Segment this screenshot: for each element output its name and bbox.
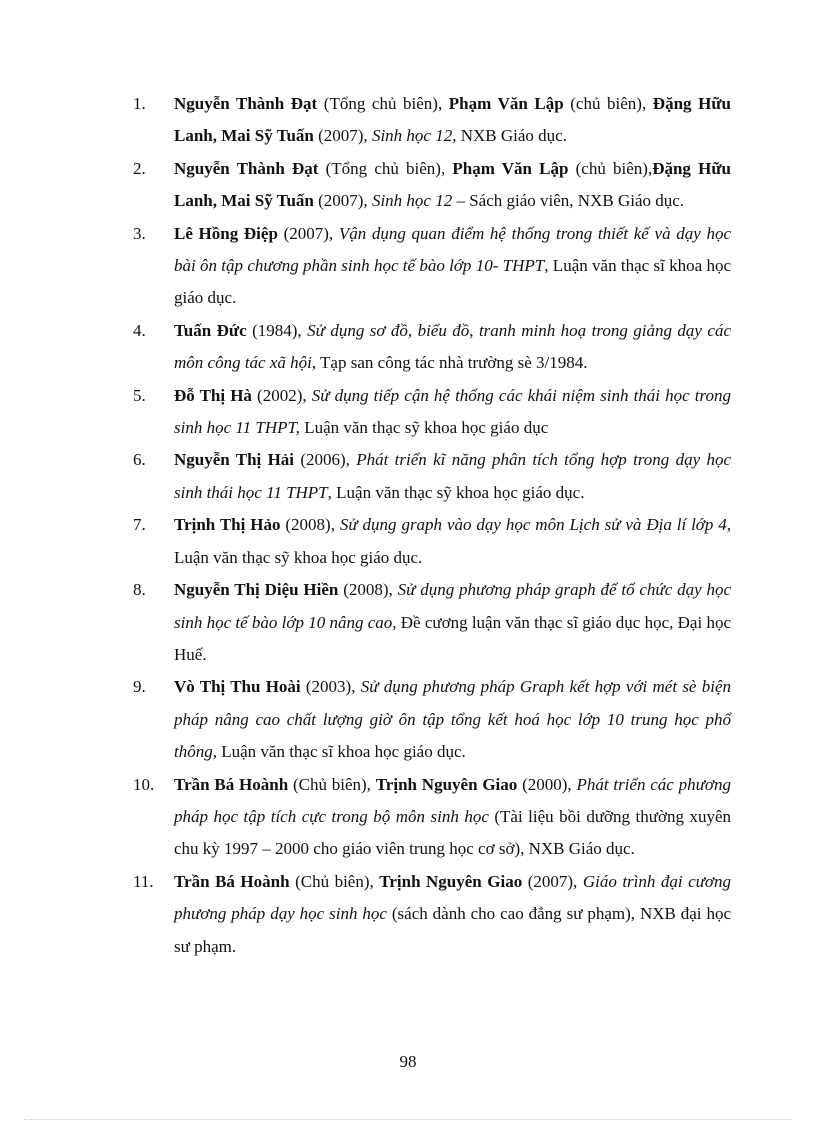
reference-number: 11. <box>133 871 154 891</box>
reference-number: 4. <box>133 320 146 340</box>
reference-item <box>133 509 731 574</box>
reference-author: Nguyễn Thành Đạt <box>174 94 318 113</box>
reference-author: Phạm Văn Lập <box>452 158 569 178</box>
reference-text: (1984), <box>246 320 308 340</box>
reference-author: Lê Hồng Điệp <box>174 223 278 243</box>
reference-text: , Luận văn thạc sỹ khoa học giáo dục. <box>174 515 732 567</box>
reference-author: Đặng Hữu Lanh, Mai Sỹ Tuấn <box>174 94 731 146</box>
reference-author: Trịnh Thị Hảo <box>174 515 281 535</box>
reference-number: 7. <box>133 515 146 535</box>
reference-text: , Luận văn thạc sĩ khoa học giáo dục. <box>174 256 731 308</box>
reference-author: Nguyễn Thị Diệu Hiền <box>174 580 339 600</box>
reference-author: Vò Thị Thu Hoài <box>174 677 301 697</box>
reference-text: (2008), <box>338 580 398 600</box>
reference-text: , Tạp san công tác nhà trường sè 3/1984. <box>311 353 588 373</box>
reference-number: 1. <box>133 94 146 113</box>
reference-title: Giáo trình đại cương phương pháp dạy học sinh học <box>174 871 731 924</box>
reference-item <box>133 444 731 509</box>
reference-title: Phát triển các phương pháp học tập tích cực trong bộ môn sinh học <box>174 774 731 826</box>
reference-text: (Tổng chủ biên), <box>317 94 449 113</box>
reference-text: (2007), <box>522 871 583 891</box>
reference-title: Sử dụng phương pháp Graph kết hợp với mét sè biện pháp nâng cao chất lượng giờ ôn tập tổng kết hoá học lớp 10 trung học phổ thông, <box>174 677 731 762</box>
reference-item <box>133 218 731 315</box>
reference-text: (2006), <box>294 450 357 470</box>
reference-author: Đặng Hữu Lanh, Mai Sỹ Tuấn <box>174 158 731 211</box>
reference-title: Sinh học 12 <box>371 191 453 211</box>
reference-item <box>133 866 731 963</box>
reference-text: (2007), <box>313 191 372 211</box>
reference-number: 10. <box>133 774 155 794</box>
page-number: 98 <box>399 1052 417 1071</box>
reference-text: – Sách giáo viên, NXB Giáo dục. <box>452 191 685 211</box>
reference-text: , Luận văn thạc sỹ khoa học giáo dục. <box>327 482 585 502</box>
reference-item <box>133 88 731 153</box>
reference-title: Sử dụng sơ đồ, biểu đồ, tranh minh hoạ trong giảng dạy các môn công tác xã hội <box>174 320 731 373</box>
reference-text: (2002), <box>251 385 312 405</box>
reference-title: Sử dụng tiếp cận hệ thống các khái niệm sinh thái học trong sinh học 11 THPT, <box>174 385 731 438</box>
reference-item <box>133 769 731 866</box>
reference-text: (chủ biên), <box>568 158 653 178</box>
reference-text: (Chủ biên), <box>289 871 380 891</box>
reference-author: Nguyễn Thành Đạt <box>174 158 319 178</box>
reference-text: (sách dành cho cao đẳng sư phạm), NXB đại học sư phạm. <box>174 904 732 956</box>
reference-number: 5. <box>133 385 146 405</box>
reference-author: Trịnh Nguyên Giao <box>375 774 518 794</box>
reference-text: (2003), <box>300 677 361 697</box>
reference-number: 2. <box>133 158 146 178</box>
reference-text: (Tổng chủ biên), <box>318 158 453 178</box>
reference-item <box>133 380 731 445</box>
reference-text: (2007), <box>277 223 339 243</box>
reference-text: Luận văn thạc sỹ khoa học giáo dục <box>299 418 549 438</box>
reference-item <box>133 574 731 671</box>
reference-text: (2000), <box>517 774 577 794</box>
reference-author: Nguyễn Thị Hải <box>174 450 295 470</box>
reference-text: (2007), <box>313 126 372 146</box>
reference-text: (chủ biên), <box>563 94 653 113</box>
reference-item <box>133 671 731 768</box>
reference-list <box>133 88 731 963</box>
reference-title: Vận dụng quan điểm hệ thống trong thiết kế và dạy học bài ôn tập chương phần sinh học tế bào lớp 10- THPT <box>174 223 731 276</box>
reference-item <box>133 153 731 218</box>
reference-text: (Tài liệu bồi dưỡng thường xuyên chu kỳ 1997 – 2000 cho giáo viên trung học cơ sở), NXB Giáo dục. <box>174 806 731 859</box>
reference-text: (2008), <box>280 515 340 535</box>
reference-author: Phạm Văn Lập <box>448 94 564 113</box>
reference-author: Trần Bá Hoành <box>174 871 290 891</box>
reference-title: Sinh học 12 <box>371 126 453 146</box>
reference-author: Trịnh Nguyên Giao <box>379 871 523 891</box>
reference-title: Phát triển kĩ năng phân tích tổng hợp trong dạy học sinh thái học 11 THPT <box>174 450 732 502</box>
reference-number: 9. <box>133 677 146 697</box>
reference-text: (Chủ biên), <box>288 774 376 794</box>
reference-text: Đề cương luận văn thạc sĩ giáo dục học, Đại học Huế. <box>174 612 731 664</box>
reference-title: Sử dụng graph vào dạy học môn Lịch sử và Địa lí lớp 4 <box>339 515 727 535</box>
reference-author: Tuấn Đức <box>174 320 247 340</box>
reference-title: Sử dụng phương pháp graph để tổ chức dạy học sinh học tế bào lớp 10 nâng cao, <box>174 580 731 632</box>
reference-text: , NXB Giáo dục. <box>452 126 567 146</box>
reference-author: Trần Bá Hoành <box>174 774 289 794</box>
page-bottom-divider <box>24 1119 792 1120</box>
reference-number: 3. <box>133 223 146 243</box>
reference-author: Đỗ Thị Hà <box>174 385 252 405</box>
reference-text: Luận văn thạc sĩ khoa học giáo dục. <box>216 742 466 762</box>
reference-number: 8. <box>133 580 146 600</box>
reference-number: 6. <box>133 450 146 470</box>
reference-item <box>133 315 731 380</box>
